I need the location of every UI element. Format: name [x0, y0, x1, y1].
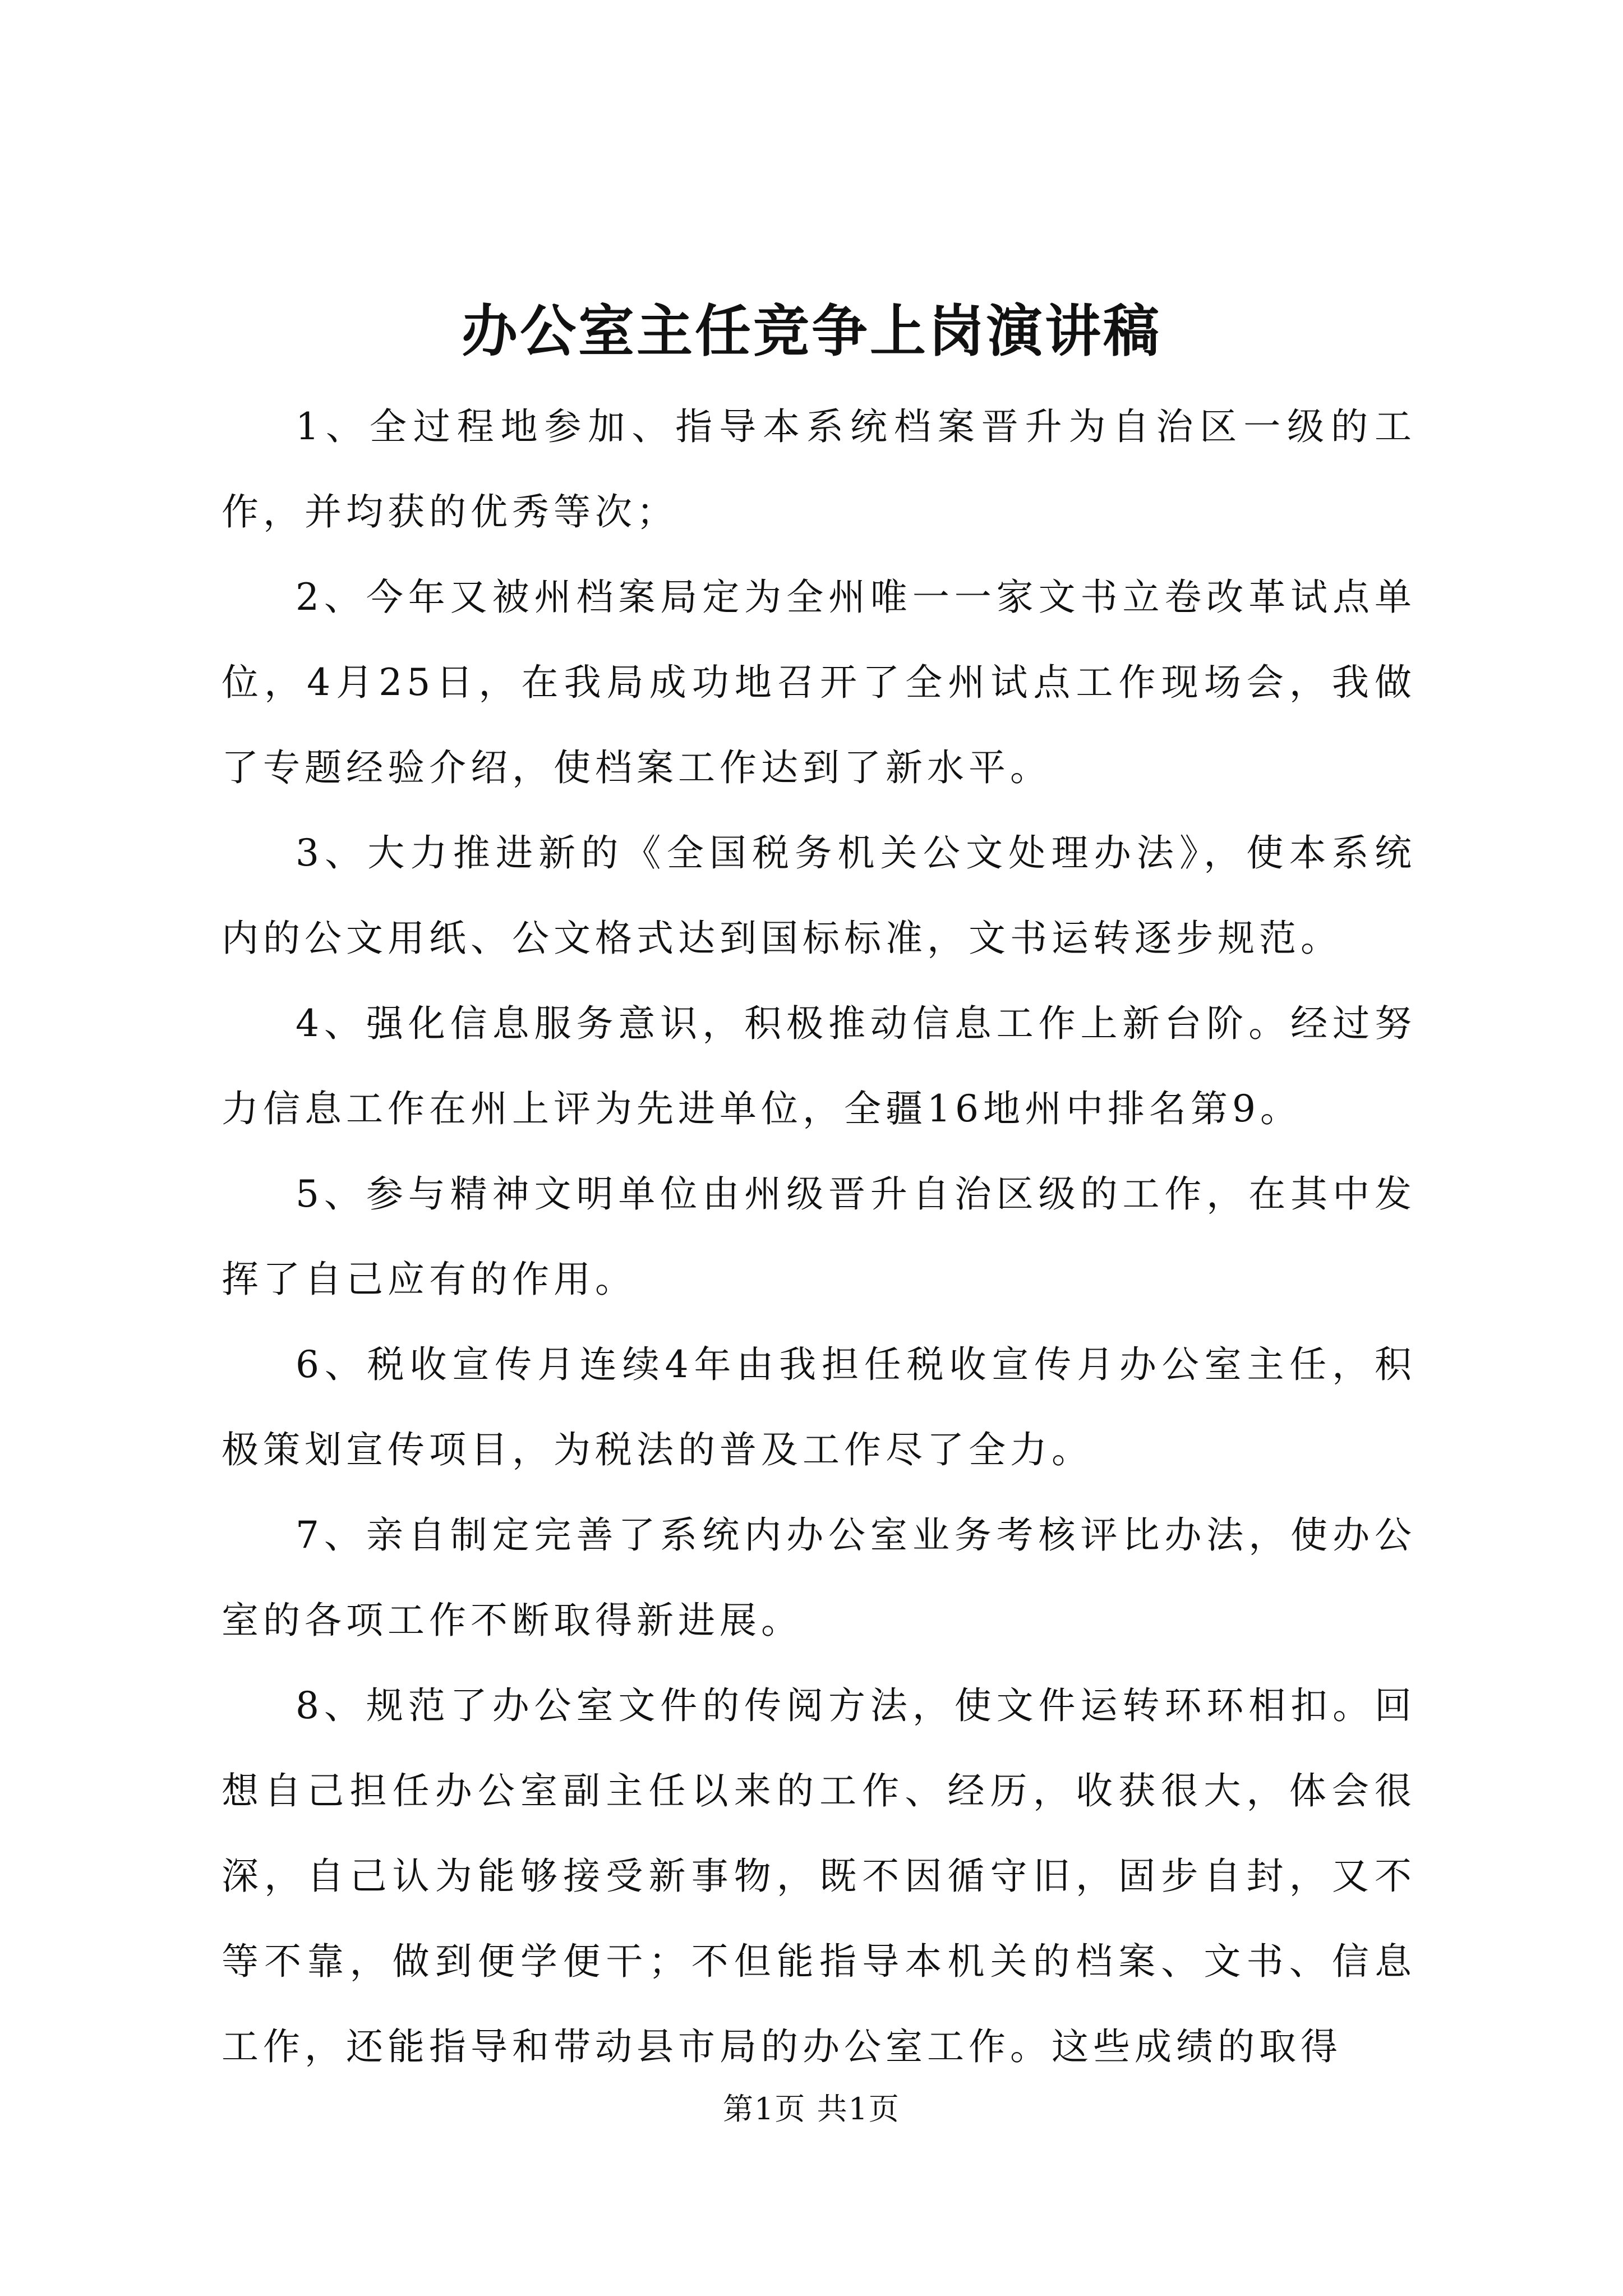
paragraph-8: 8、规范了办公室文件的传阅方法，使文件运转环环相扣。回想自己担任办公室副主任以来的工作、经历，收获很大，体会很深，自己认为能够接受新事物，既不因循守旧，固步自封，又不等不靠，做到便学便干；不但能指导本机关的档案、文书、信息工作，还能指导和带动县市局的办公室工作。这些成绩的取得 [222, 1684, 1416, 2068]
document-title: 办公室主任竞争上岗演讲稿 [462, 298, 1161, 364]
paragraph-7: 7、亲自制定完善了系统内办公室业务考核评比办法，使办公室的各项工作不断取得新进展。 [222, 1513, 1416, 1642]
paragraph-1: 1、全过程地参加、指导本系统档案晋升为自治区一级的工作，并均获的优秀等次； [222, 405, 1416, 533]
paragraph-4: 4、强化信息服务意识，积极推动信息工作上新台阶。经过努力信息工作在州上评为先进单位，全疆16地州中排名第9。 [222, 1002, 1416, 1130]
paragraph-6: 6、税收宣传月连续4年由我担任税收宣传月办公室主任，积极策划宣传项目，为税法的普及工作尽了全力。 [222, 1343, 1416, 1471]
paragraph-3: 3、大力推进新的《全国税务机关公文处理办法》，使本系统内的公文用纸、公文格式达到国标标准，文书运转逐步规范。 [222, 831, 1416, 960]
paragraph-2: 2、今年又被州档案局定为全州唯一一家文书立卷改革试点单位，4月25日，在我局成功地召开了全州试点工作现场会，我做了专题经验介绍，使档案工作达到了新水平。 [222, 576, 1416, 789]
page-footer: 第1页 共1页 [723, 2091, 900, 2127]
paragraph-5: 5、参与精神文明单位由州级晋升自治区级的工作，在其中发挥了自己应有的作用。 [222, 1172, 1416, 1301]
document-body [222, 384, 1416, 2090]
